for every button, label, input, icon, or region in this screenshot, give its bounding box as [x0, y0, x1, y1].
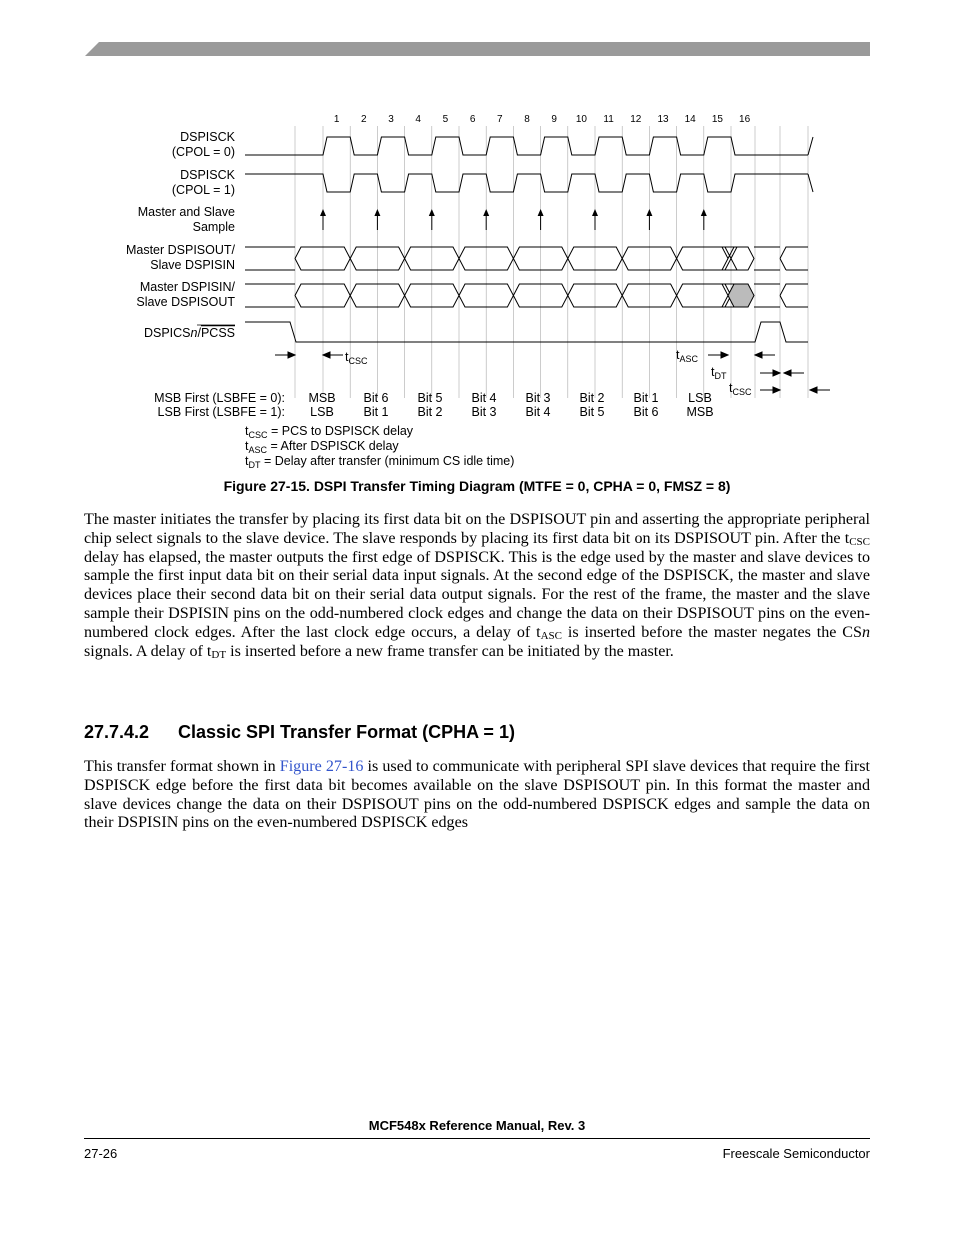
sin-bit-cell [295, 284, 350, 307]
sample-arrow-head [538, 209, 544, 216]
paragraph-2: This transfer format shown in Figure 27-16 is used to communicate with peripheral SPI slave devices that require the first DSPISCK edge before the first data bit becomes available on the slave DSPISOUT pin. In this format the master and slave devices change the data on their DSPISOUT pins on the odd-numbered DSPISCK edges and sample the data on their DSPISIN pins on the even-numbered DSPISCK edges [84, 758, 871, 832]
legend-tasc: $t_{ASC}$ = After DSPISCK delay [245, 439, 399, 455]
clock-number: 7 [497, 114, 503, 125]
clock-number: 6 [469, 114, 476, 125]
sout-idle [245, 247, 295, 270]
sin-next [780, 284, 808, 307]
sck0-label-2: (CPOL = 0) [171, 145, 235, 159]
sout-bit-cell [295, 247, 350, 270]
msb-bit: Bit 2 [579, 391, 605, 405]
sample-arrow-head [483, 209, 489, 216]
waveforms [245, 137, 813, 342]
paragraph-1: The master initiates the transfer by placing its first data bit on the DSPISOUT pin and asserting the appropriate peripheral chip select signals to the slave device. The slave responds by placing its first data bit on its DSPISOUT pin. After the $t_{CSC}$ delay has elapsed, the master outputs the first edge of DSPISCK. This is the edge used by the master and slave devices to sample the first input data bit on their serial data input signals. At the second edge of the DSPISCK, the master and slave devices place their second data bit on their serial data output signals. For the rest of the frame, the master and the slave sample their DSPISIN pins on the odd-numbered clock edges and change the data on their DSPISOUT pins on the even-numbered clock edges. After the last clock edge occurs, a delay of $t_{ASC}$ is inserted before the master negates the CSn signals. A delay of $t_{DT}$ is inserted before a new frame transfer can be initiated by the master. [84, 511, 870, 661]
figure-link[interactable]: Figure 27-16 [279, 758, 364, 775]
lsb-bit: Bit 2 [417, 405, 443, 419]
msb-bit: Bit 1 [633, 391, 659, 405]
sample-arrow-head [701, 209, 707, 216]
clock-number: 1 [333, 114, 340, 125]
sck1-waveform [245, 174, 808, 192]
lsb-bit: LSB [310, 405, 334, 419]
clock-number: 14 [684, 114, 696, 125]
sample-arrow-head [429, 209, 435, 216]
sample-arrow-head [592, 209, 598, 216]
tdt-end-arrow-head [784, 370, 791, 376]
msb-bit: LSB [688, 391, 712, 405]
sample-label-2: Sample [192, 220, 235, 234]
msb-bit: MSB [308, 391, 336, 405]
clock-number: 8 [524, 114, 530, 125]
sout-next [780, 247, 808, 270]
lsb-bit: Bit 1 [363, 405, 389, 419]
legend-tdt: $t_{DT}$ = Delay after transfer (minimum CS idle time) [245, 454, 515, 470]
clock-number: 12 [630, 114, 642, 125]
sout-bit-cell [722, 247, 737, 270]
diagram-gridlines [295, 126, 808, 398]
sck1-label-2: (CPOL = 1) [171, 183, 235, 197]
tcsc-label-2: $t_{CSC}$ [729, 381, 752, 397]
clock-number: 5 [442, 114, 449, 125]
sample-arrow-head [320, 209, 326, 216]
lsb-bit: Bit 5 [579, 405, 605, 419]
sin-idle [245, 284, 295, 307]
sample-arrow-head [374, 209, 380, 216]
sck0-label-1: DSPISCK [180, 130, 235, 144]
sck0-tail [808, 137, 813, 155]
clock-number: 15 [711, 114, 723, 125]
msb-bit: Bit 4 [471, 391, 497, 405]
tcsc-end-arrow-head [323, 352, 330, 358]
sin-label-2: Slave DSPISOUT [136, 295, 235, 309]
tasc-label: $t_{ASC}$ [676, 348, 698, 364]
msb-bit: Bit 6 [363, 391, 389, 405]
tcsc2-end-arrow-head [810, 387, 817, 393]
sin-label-1: Master DSPISIN/ [139, 280, 235, 294]
clock-number: 2 [361, 114, 367, 125]
sck1-label-1: DSPISCK [180, 168, 235, 182]
cs-waveform [245, 322, 808, 342]
lsb-bit: Bit 3 [471, 405, 497, 419]
lsb-first-label: LSB First (LSBFE = 1): [157, 405, 285, 419]
tcsc-label-1: $t_{CSC}$ [345, 350, 368, 366]
footer-company: Freescale Semiconductor [722, 1146, 870, 1161]
section-number: 27.7.4.2 [84, 722, 150, 742]
figure-caption: Figure 27-15. DSPI Transfer Timing Diagram (MTFE = 0, CPHA = 0, FMSZ = 8) [223, 478, 731, 494]
tdt-start-arrow-head [773, 370, 780, 376]
footer-page-number: 27-26 [84, 1146, 118, 1161]
sout-gap [754, 247, 780, 270]
bit-order-values [308, 391, 713, 419]
cs-label: DSPICSn/PCSS [143, 326, 235, 340]
clock-number: 16 [739, 114, 751, 125]
tcsc2-start-arrow-head [773, 387, 780, 393]
legend-tcsc: $t_{CSC}$ = PCS to DSPISCK delay [245, 424, 414, 440]
msb-bit: Bit 5 [417, 391, 443, 405]
clock-number: 3 [388, 114, 394, 125]
clock-number: 4 [415, 114, 421, 125]
clock-number: 13 [657, 114, 669, 125]
sck1-tail [808, 174, 813, 192]
msb-first-label: MSB First (LSBFE = 0): [154, 391, 285, 405]
sout-end [728, 247, 754, 270]
timing-diagram [0, 0, 954, 500]
sck0-waveform [245, 137, 808, 155]
footer-rule [84, 1138, 870, 1139]
msb-bit: Bit 3 [525, 391, 551, 405]
section-heading [84, 722, 515, 743]
lsb-bit: MSB [686, 405, 714, 419]
tcsc-start-arrow-head [288, 352, 295, 358]
clock-number: 9 [551, 114, 557, 125]
tasc-start-arrow-head [721, 352, 728, 358]
tdt-label: $t_{DT}$ [711, 365, 727, 381]
lsb-bit: Bit 4 [525, 405, 551, 419]
sin-gap [754, 284, 780, 307]
sample-arrow-head [646, 209, 652, 216]
tasc-end-arrow-head [755, 352, 762, 358]
sout-label-1: Master DSPISOUT/ [125, 243, 235, 257]
lsb-bit: Bit 6 [633, 405, 659, 419]
footer-manual-title: MCF548x Reference Manual, Rev. 3 [368, 1118, 586, 1133]
section-title: Classic SPI Transfer Format (CPHA = 1) [178, 722, 515, 742]
clock-number: 11 [603, 114, 614, 125]
sin-invalid [728, 284, 754, 307]
sample-label-1: Master and Slave [137, 205, 235, 219]
clock-number: 10 [575, 114, 587, 125]
sout-label-2: Slave DSPISIN [150, 258, 235, 272]
clock-numbers [334, 114, 751, 125]
